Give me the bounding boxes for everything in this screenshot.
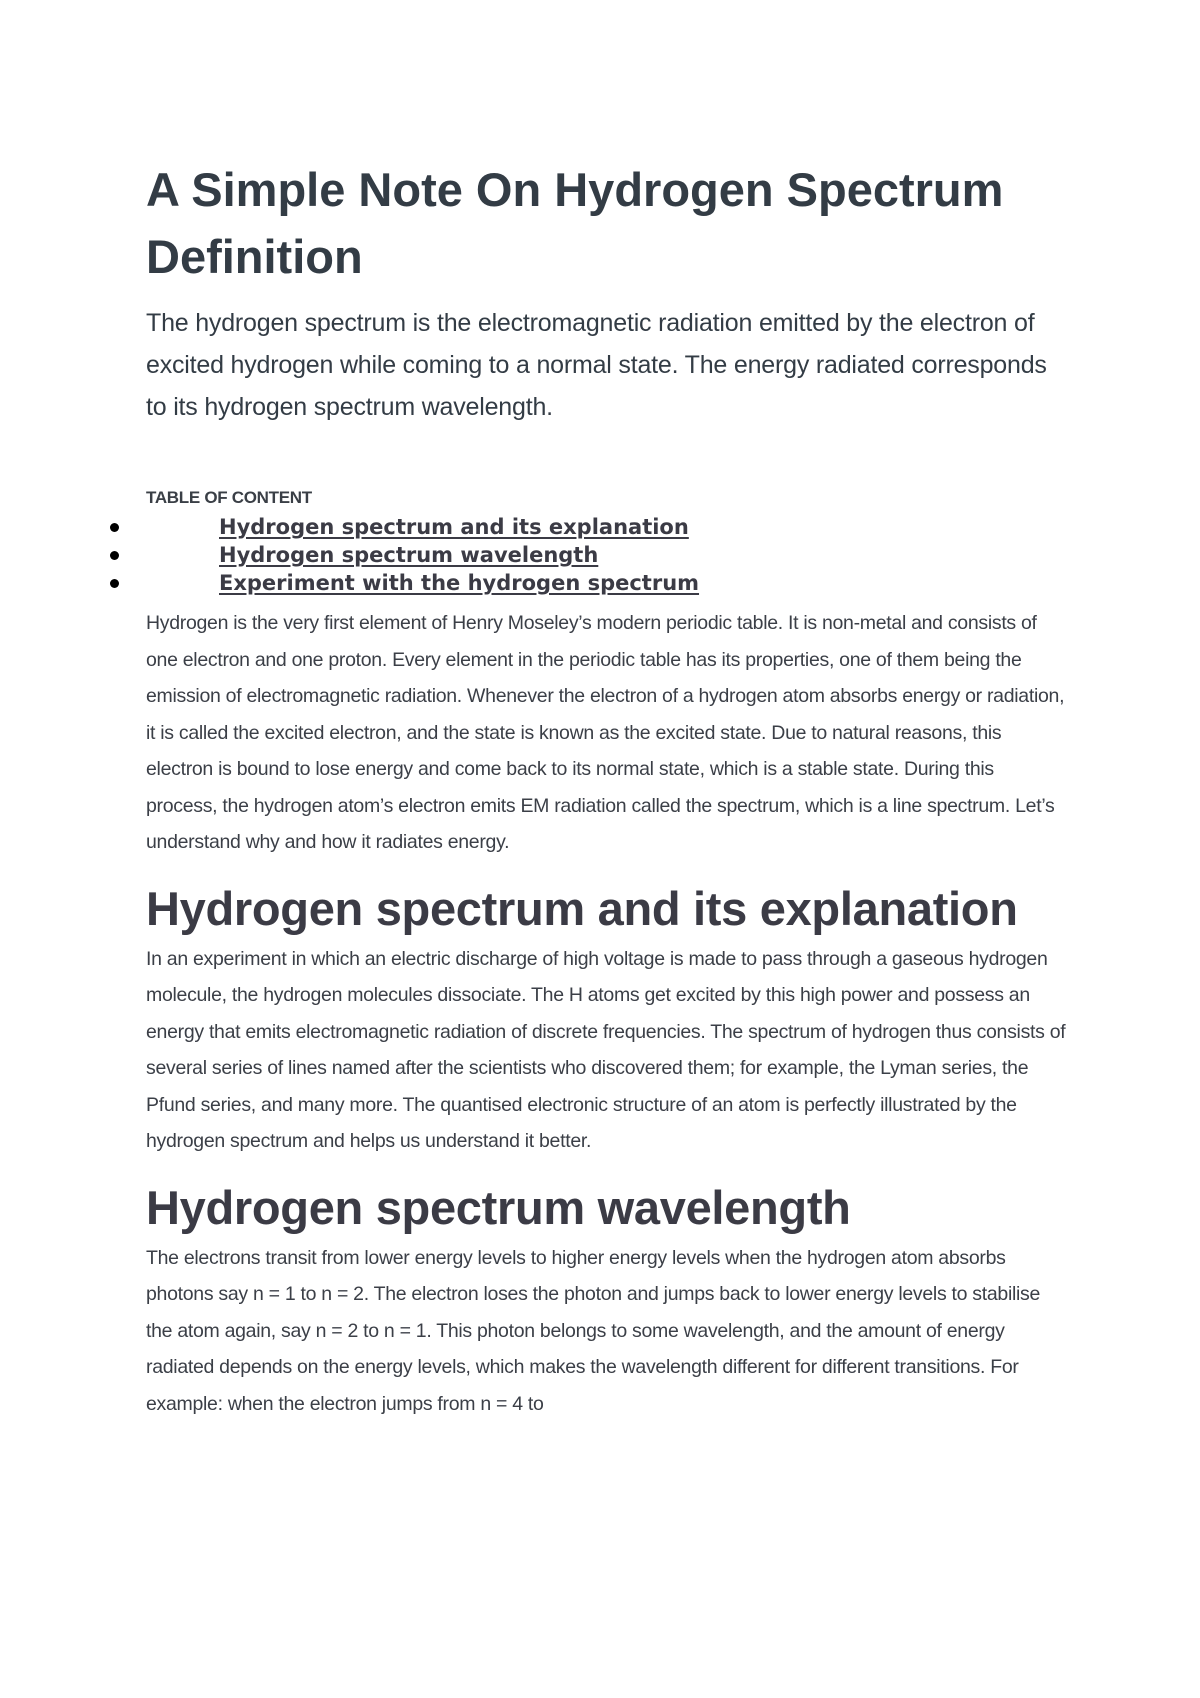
page-title: A Simple Note On Hydrogen Spectrum Definition [146, 163, 1004, 283]
bullet-icon [110, 551, 119, 560]
toc-heading: TABLE OF CONTENT [146, 488, 312, 507]
toc-item [146, 569, 1066, 597]
document-content [146, 156, 1066, 1422]
section-body-wavelength: The electrons transit from lower energy levels to higher energy levels when the hydrogen atom absorbs photons say n = 1 to n = 2. The electron loses the photon and jumps back to lower energy levels to stabilise the atom again, say n = 2 to n = 1. This photon belongs to some wavelength, and the amount of energy radiated depends on the energy levels, which makes the wavelength different for different transitions. For example: when the electron jumps from n = 4 to [146, 1246, 1041, 1415]
section-heading-explanation: Hydrogen spectrum and its explanation [146, 881, 1018, 935]
intro-paragraph: Hydrogen is the very first element of Henry Moseley’s modern periodic table. It is non-metal and consists of one electron and one proton. Every element in the periodic table has its properties, one of them being the emission of electromagnetic radiation. Whenever the electron of a hydrogen atom absorbs energy or radiation, it is called the excited electron, and the state is known as the excited state. Due to natural reasons, this electron is bound to lose energy and come back to its normal state, which is a stable state. During this process, the hydrogen atom’s electron emits EM radiation called the spectrum, which is a line spectrum. Let’s understand why and how it radiates energy. [146, 612, 1065, 853]
bullet-icon [110, 579, 119, 588]
toc-item [146, 513, 1066, 541]
toc-link-experiment[interactable]: Experiment with the hydrogen spectrum [219, 571, 700, 595]
table-of-contents [146, 513, 1066, 597]
lead-paragraph: The hydrogen spectrum is the electromagnetic radiation emitted by the electron of excited hydrogen while coming to a normal state. The energy radiated corresponds to its hydrogen spectrum wavelength. [146, 309, 1047, 421]
toc-item [146, 541, 1066, 569]
section-body-explanation: In an experiment in which an electric discharge of high voltage is made to pass through a gaseous hydrogen molecule, the hydrogen molecules dissociate. The H atoms get excited by this high power and possess an energy that emits electromagnetic radiation of discrete frequencies. The spectrum of hydrogen thus consists of several series of lines named after the scientists who discovered them; for example, the Lyman series, the Pfund series, and many more. The quantised electronic structure of an atom is perfectly illustrated by the hydrogen spectrum and helps us understand it better. [146, 947, 1066, 1152]
section-heading-wavelength: Hydrogen spectrum wavelength [146, 1180, 851, 1234]
toc-link-explanation[interactable]: Hydrogen spectrum and its explanation [219, 515, 689, 539]
toc-link-wavelength[interactable]: Hydrogen spectrum wavelength [219, 543, 599, 567]
bullet-icon [110, 523, 119, 532]
